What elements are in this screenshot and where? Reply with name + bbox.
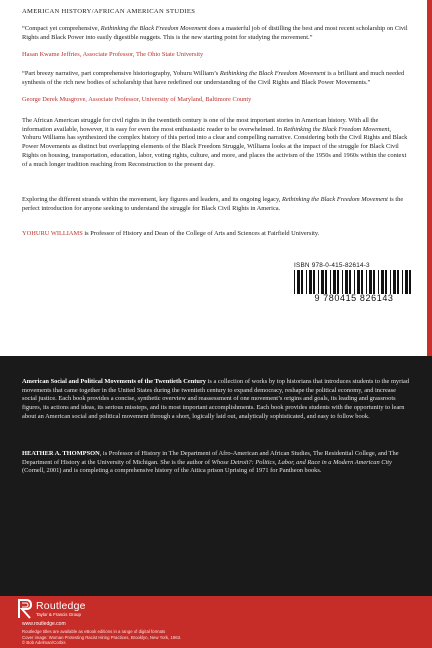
publisher-group: Taylor & Francis Group	[36, 612, 81, 617]
book-description: The African American struggle for civil rights in the twentieth century is one of the most important stories in American history. With all the information available, however, it is easy for even the most enthusiastic reader to be overwhelmed. In Rethinking the Black Freedom Movement, Yohuru Williams has synthesized the complex history of this period into a clear and compelling narrative. Considering both the Civil Rights and Black Power Movements as distinct but overlapping elements of the Black Freedom Struggle, Williams looks at the impact of the struggle for Black Civil Rights on housing, transportation, education, labor, voting rights, culture, and more, and places the activism of the 1950s and 1960s within the context of a much longer tradition reaching from Reconstruction to the present day.	[22, 117, 408, 168]
editor-bio: HEATHER A. THOMPSON, is Professor of History in The Department of Afro-American and African Studies, The Residential College, and The Department of History at the University of Michigan. She is the author of Whose Detroit?: Politics, Labor, and Race in a Modern American City (Cornell, 2001) and is completing a comprehensive history of the Attica prison Uprising of 1971 for Pantheon books.	[22, 450, 399, 475]
isbn-label: ISBN 978-0-415-82614-3	[294, 262, 370, 269]
series-title: American Social and Political Movements of the Twentieth Century	[22, 378, 207, 385]
publisher-url[interactable]: www.routledge.com	[22, 621, 66, 627]
series-category: AMERICAN HISTORY/AFRICAN AMERICAN STUDIES	[22, 8, 196, 15]
review-attribution-1: Hasan Kwame Jeffries, Associate Professor, The Ohio State University	[22, 51, 204, 58]
author-name: YOHURU WILLIAMS	[22, 230, 83, 237]
barcode-icon	[294, 270, 414, 294]
cover-credit: Cover image: Woman Protesting Racist Hiring Practices, Brooklyn, New York, 1963.	[22, 634, 182, 640]
editor-name: HEATHER A. THOMPSON	[22, 450, 100, 457]
routledge-logo	[18, 599, 128, 621]
review-quote-1: “Compact yet comprehensive, Rethinking the Black Freedom Movement does a masterful job of distilling the best and most recent scholarship on Civil Rights and Black Power into easily digestible nuggets. This is the new starting point for studying the movement.”	[22, 25, 408, 41]
barcode-panel	[288, 261, 420, 306]
publisher-band	[0, 596, 432, 648]
review-attribution-2: George Derek Musgrove, Associate Professor, University of Maryland, Baltimore County	[22, 96, 252, 103]
book-description-2: Exploring the different strands within the movement, key figures and leaders, and its ongoing legacy, Rethinking the Black Freedom Movement is the perfect introduction for anyone seeking to understand the struggle for Black Civil Rights in America.	[22, 196, 404, 212]
routledge-r-icon	[18, 599, 32, 619]
red-edge-strip	[427, 0, 432, 356]
author-bio: YOHURU WILLIAMS is Professor of History and Dean of the College of Arts and Sciences at Fairfield University.	[22, 230, 320, 237]
ebook-note: Routledge titles are available as eBook editions in a range of digital formats	[22, 629, 166, 634]
publisher-fineprint	[22, 629, 232, 646]
barcode-digits: 9 780415 826143	[314, 293, 394, 303]
series-panel	[0, 356, 432, 648]
cover-copyright: © Bob Adelman/Corbis	[22, 640, 66, 646]
series-description: American Social and Political Movements of the Twentieth Century is a collection of works by top historians that introduces students to the myriad movements that came together in the United States during the twentieth century to expand democracy, reshape the political economy, and increase social justice. Each book provides a concise, synthetic overview and reassessment of one movement’s origins and goals, its leading and grassroots figures, its actions and ideas, its serious missteps, and its most important accomplishments. Each book provides students with the opportunity to learn about an American social and political movement through a short, logically laid out, analytically sophisticated, and easy to follow book.	[22, 378, 410, 420]
publisher-name: Routledge	[36, 600, 86, 612]
review-quote-2: “Part breezy narrative, part comprehensive historiography, Yohuru William’s Rethinking the Black Freedom Movement is a brilliant and much needed synthesis of the rich new bodies of scholarship that have redefined our understanding of the Civil Rights and Black Power Movements.”	[22, 70, 405, 86]
